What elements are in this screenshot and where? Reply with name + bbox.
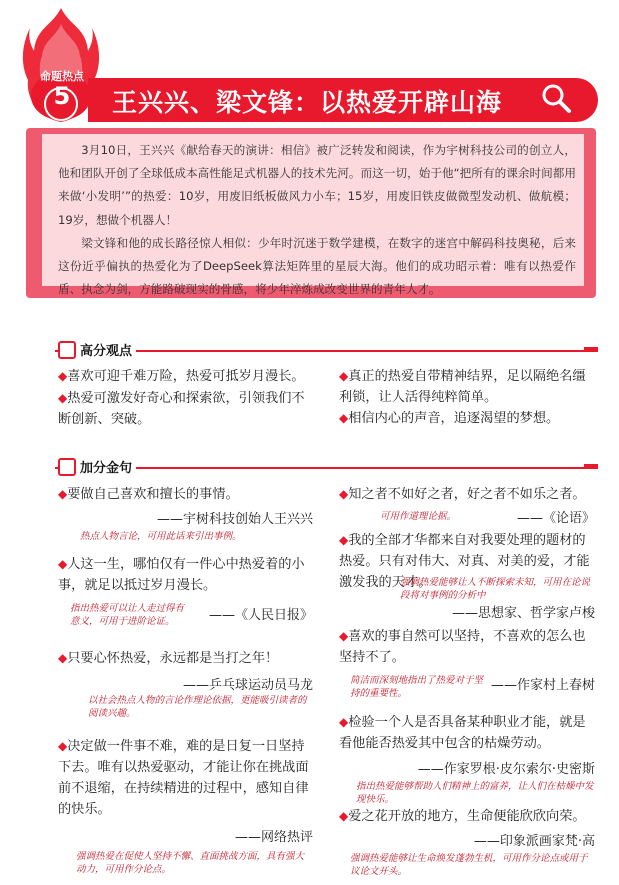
viewpoint-item: ◆喜欢可迎千难万险，热爱可抵岁月漫长。 [58,369,305,384]
handwritten-note: 强调热爱能够让生命焕发蓬勃生机，可用作分论点或用于议论文开头。 [350,853,588,877]
pen-icon [58,341,76,359]
quote-source: ——《论语》 [516,511,595,526]
viewpoint-item: ◆相信内心的声音，追逐渴望的梦想。 [339,411,560,426]
badge-number: 5 [53,82,71,110]
quote-source: ——思想家、哲学家卢梭 [451,606,595,621]
handwritten-note: 指出热爱可以让人走过得有意义，可用于进阶论证。 [70,603,185,627]
quote-text: ◆爱之花开放的地方，生命便能欣欣向荣。 [339,809,586,824]
quote-text: ◆只要心怀热爱，永远都是当打之年！ [58,651,279,666]
handwritten-note: 热点人物言论，可用此话来引出事例。 [80,531,242,542]
section-title-quotes: 加分金句 [76,457,136,476]
section-end-mark [584,347,598,352]
quote-text: ◆决定做一件事不难，难的是日复一日坚持下去。唯有以热爱驱动，才能让你在挑战面前不退缩，在持续精进的过程中，感知自律的快乐。 [58,739,309,817]
section-title-viewpoints: 高分观点 [76,340,136,359]
section-divider [55,467,597,469]
search-icon [540,82,572,114]
diamond-icon: ◆ [58,651,68,665]
quote-text: ◆人这一生，哪怕仅有一件心中热爱着的小事，就足以抵过岁月漫长。 [58,557,305,593]
quote-source: ——网络热评 [234,830,313,845]
handwritten-note: 指出热爱能够帮助人们精神上的富养，让人们在枯燥中发现快乐。 [356,781,594,805]
section-divider [55,350,597,352]
handwritten-note: 强调热爱能够让人不断探索未知，可用在论说段将对事例的分析中 [400,577,591,601]
quote-source: ——乒乓球运动员马龙 [182,678,313,693]
intro-text [58,139,576,301]
diamond-icon: ◆ [339,629,349,643]
diamond-icon: ◆ [339,533,349,547]
quote-source: ——《人民日报》 [208,608,313,623]
handwritten-note: 以社会热点人物的言论作理论依据，更能吸引读者的阅读兴趣。 [88,695,307,719]
quote-text: ◆我的全部才华都来自对我要处理的题材的热爱。只有对伟大、对真、对美的爱，才能激发我的天才。 [339,533,590,590]
quote-source: ——宇树科技创始人王兴兴 [156,512,313,527]
page-title: 王兴兴、梁文锋：以热爱开辟山海 [112,88,503,117]
handwritten-note: 简洁而深刻地指出了热爱对于坚持的重要性。 [350,675,484,699]
diamond-icon: ◆ [339,487,349,501]
pen-icon [58,458,76,476]
diamond-icon: ◆ [58,557,68,571]
quote-source: ——印象派画家梵·高 [473,834,595,849]
viewpoint-item: ◆热爱可激发好奇心和探索欲，引领我们不断创新、突破。 [58,391,305,427]
quote-text: ◆检验一个人是否具备某种职业才能，就是看他能否热爱其中包含的枯燥劳动。 [339,715,586,751]
diamond-icon: ◆ [339,411,349,425]
quote-text: ◆喜欢的事自然可以坚持，不喜欢的怎么也坚持不了。 [339,629,586,665]
diamond-icon: ◆ [58,739,68,753]
intro-paragraph: 梁文锋和他的成长路径惊人相似：少年时沉迷于数学建模，在数字的迷宫中解码科技奥秘，后来这份近乎偏执的热爱化为了DeepSeek算法矩阵里的星辰大海。他们的成功昭示着：唯有以热爱作盾、执念为剑，方能路破现实的骨感，将少年淬炼成改变世界的青年人才。 [58,235,576,297]
diamond-icon: ◆ [58,391,68,405]
intro-paragraph: 3月10日，王兴兴《献给春天的演讲：相信》被广泛转发和阅读，作为宇树科技公司的创立人，他和团队开创了全球低成本高性能足式机器人的技术先河。而这一切，始于他“把所有的课余时间都用来做‘小发明’”的热爱：10岁，用废旧纸板做风力小车；15岁，用废旧铁皮做微型发动机、做航模；19岁，想做个机器人！ [58,143,576,227]
diamond-icon: ◆ [339,809,349,823]
diamond-icon: ◆ [339,369,349,383]
handwritten-note: 可用作道理论据。 [380,511,457,522]
viewpoint-item: ◆真正的热爱自带精神结界，足以隔绝名缰利锁，让人活得纯粹简单。 [339,369,586,405]
diamond-icon: ◆ [339,715,349,729]
badge-label: 命题热点 [40,70,84,83]
diamond-icon: ◆ [58,369,68,383]
quote-text: ◆要做自己喜欢和擅长的事情。 [58,487,239,502]
quote-text: ◆知之者不如好之者，好之者不如乐之者。 [339,487,586,502]
quote-source: ——作家罗根·皮尔索尔·史密斯 [417,762,595,777]
diamond-icon: ◆ [58,487,68,501]
handwritten-note: 强调热爱在促使人坚持不懈、直面挑战方面，具有强大动力，可用作分论点。 [76,851,305,875]
section-end-mark [584,464,598,469]
quote-source: ——作家村上春树 [490,678,595,693]
